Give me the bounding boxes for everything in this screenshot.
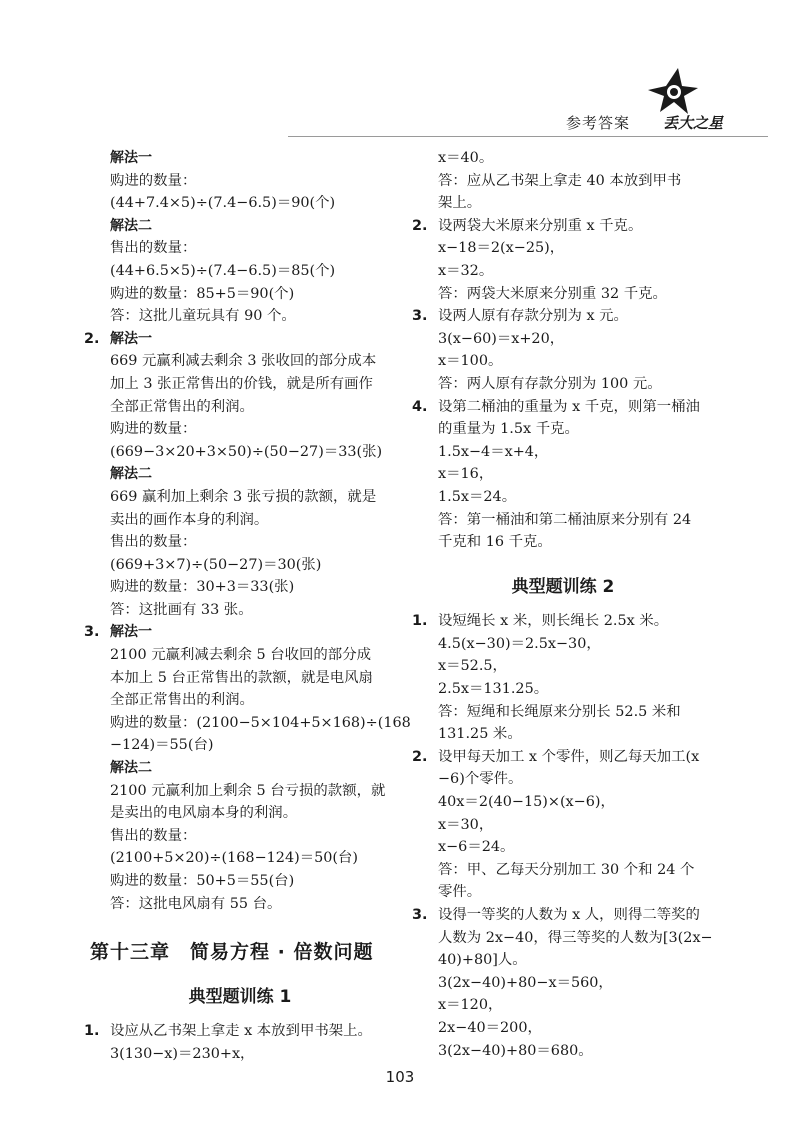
item-text: 设得一等奖的人数为 x 人，则得二等奖的 [438,907,700,923]
text-line: x＝120， [438,997,503,1014]
header-divider [288,136,768,137]
item-number: 1. [412,613,428,630]
text-line: 2x−40＝200， [438,1019,542,1036]
page-number: 103 [385,1068,415,1086]
text-line: 669 元赢利减去剩余 3 张收回的部分成本 [110,353,377,370]
text-line: 40)+80]人。 [438,952,527,969]
item-text: 解法一 [110,624,152,641]
item-number: 2. [84,330,100,347]
text-line: 3(2x−40)+80＝680。 [438,1042,593,1059]
text-line: 是卖出的电风扇本身的利润。 [110,805,298,822]
item-number: 4. [412,398,428,415]
text-line: 购进的数量： [110,421,197,438]
item-text: 设甲每天加工 x 个零件，则乙每天加工(x [438,748,700,765]
text-line: 答：短绳和长绳原来分别长 52.5 米和 [438,703,681,720]
item-text: 设应从乙书架上拿走 x 本放到甲书架上。 [110,1023,372,1040]
text-line: 卖出的画作本身的利润。 [110,511,269,528]
item-text: 设第二桶油的重量为 x 千克，则第一桶油 [438,398,700,415]
text-line: 本加上 5 台正常售出的款额，就是电风扇 [110,669,373,686]
text-line: 架上。 [438,195,482,212]
item-text: 设两袋大米原来分别重 x 千克。 [438,217,643,234]
text-line: 669 赢利加上剩余 3 张亏损的款额，就是 [110,488,377,505]
text-line: 购进的数量：50+5＝55(台) [110,873,295,889]
item-number: 3. [84,624,100,641]
item-number: 3. [412,308,428,325]
text-line: x＝52.5， [438,658,507,675]
item-text: 设短绳长 x 米，则长绳长 2.5x 米。 [438,613,669,630]
text-line: 答：甲、乙每天分别加工 30 个和 24 个 [438,861,695,878]
text-line: 3(130−x)＝230+x， [110,1045,255,1062]
text-line: x＝16， [438,466,494,483]
text-line: 答：应从乙书架上拿走 40 本放到甲书 [438,172,682,189]
numbered-item [412,746,714,769]
text-line: 40x＝2(40−15)×(x−6)， [438,794,615,811]
text-line: 购进的数量： [110,172,197,189]
text-line: 购进的数量：(2100−5×104+5×168)÷(168 [110,714,411,731]
text-line: 答：这批画有 33 张。 [110,601,253,618]
text-line: 答：这批电风扇有 55 台。 [110,895,282,912]
text-line: 4.5(x−30)＝2.5x−30， [438,635,601,652]
text-line: 购进的数量：85+5＝90(个) [110,285,295,302]
item-number: 2. [412,748,428,765]
text-line: 131.25 米。 [438,726,522,743]
text-line: 人数为 2x−40，得三等奖的人数为[3(2x− [438,929,713,946]
section-label: 参考答案 [566,114,631,132]
text-line: 售出的数量： [110,534,197,551]
numbered-item [412,396,714,419]
text-line: 答：两袋大米原来分别重 32 千克。 [438,285,667,302]
right-column [412,147,714,1062]
text-line: (2100+5×20)÷(168−124)＝50(台) [110,850,359,867]
text-line: 零件。 [438,884,482,901]
text-line: 3(2x−40)+80−x＝560， [438,974,613,991]
text-line: x＝32。 [438,262,494,279]
page-header [560,106,770,146]
text-line: 1.5x−4＝x+4， [438,443,549,460]
method-heading: 解法二 [110,466,152,483]
text-line: 答：第一桶油和第二桶油原来分别有 24 [438,511,692,528]
numbered-item [412,610,714,633]
text-line: 的重量为 1.5x 千克。 [438,421,579,438]
item-number: 3. [412,907,428,923]
method-heading: 解法二 [110,760,152,777]
text-line: −124)＝55(台) [110,737,214,754]
text-line: (44+6.5×5)÷(7.4−6.5)＝85(个) [110,262,336,279]
text-line: x＝30， [438,816,494,833]
text-line: 2100 元赢利减去剩余 5 台收回的部分成 [110,647,371,664]
text-line: 售出的数量： [110,827,197,844]
text-line: (44+7.4×5)÷(7.4−6.5)＝90(个) [110,195,336,212]
text-line: (669−3×20+3×50)÷(50−27)＝33(张) [110,443,383,460]
text-line: x−18＝2(x−25)， [438,240,565,257]
numbered-item [412,305,714,328]
text-line: 答：这批儿童玩具有 90 个。 [110,308,296,325]
text-line: 全部正常售出的利润。 [110,398,254,415]
text-line: 售出的数量： [110,240,197,257]
item-number: 2. [412,217,428,234]
text-line: 2100 元赢利加上剩余 5 台亏损的款额，就 [110,782,386,799]
text-line: x＝100。 [438,353,503,370]
section-title: 典型题训练 2 [511,576,615,597]
numbered-item [412,904,714,927]
text-line: (669+3×7)÷(50−27)＝30(张) [110,556,322,573]
text-line: x−6＝24。 [438,839,515,856]
text-line: 2.5x＝131.25。 [438,681,549,698]
text-line: x＝40。 [438,150,494,166]
text-line: 全部正常售出的利润。 [110,692,254,709]
item-number: 1. [84,1023,100,1040]
numbered-item [84,328,396,351]
text-line: −6)个零件。 [438,771,523,788]
item-text: 设两人原有存款分别为 x 元。 [438,308,628,325]
method-heading: 解法二 [110,217,152,234]
text-line: 千克和 16 千克。 [438,534,552,551]
brand-logo-text: 丢大之星 [663,114,724,132]
text-line: 加上 3 张正常售出的价钱，就是所有画作 [110,375,373,392]
section-title: 典型题训练 1 [188,986,292,1007]
text-line: 3(x−60)＝x+20， [438,330,565,347]
numbered-item [84,1020,396,1043]
left-column [84,147,411,1066]
text-line: 购进的数量：30+3＝33(张) [110,579,295,596]
numbered-item [412,215,714,238]
method-heading: 解法一 [110,150,152,166]
text-line: 1.5x＝24。 [438,488,517,505]
item-text: 解法一 [110,330,152,347]
chapter-title: 第十三章 简易方程 · 倍数问题 [90,941,374,964]
numbered-item [84,621,396,644]
text-line: 答：两人原有存款分别为 100 元。 [438,375,662,392]
